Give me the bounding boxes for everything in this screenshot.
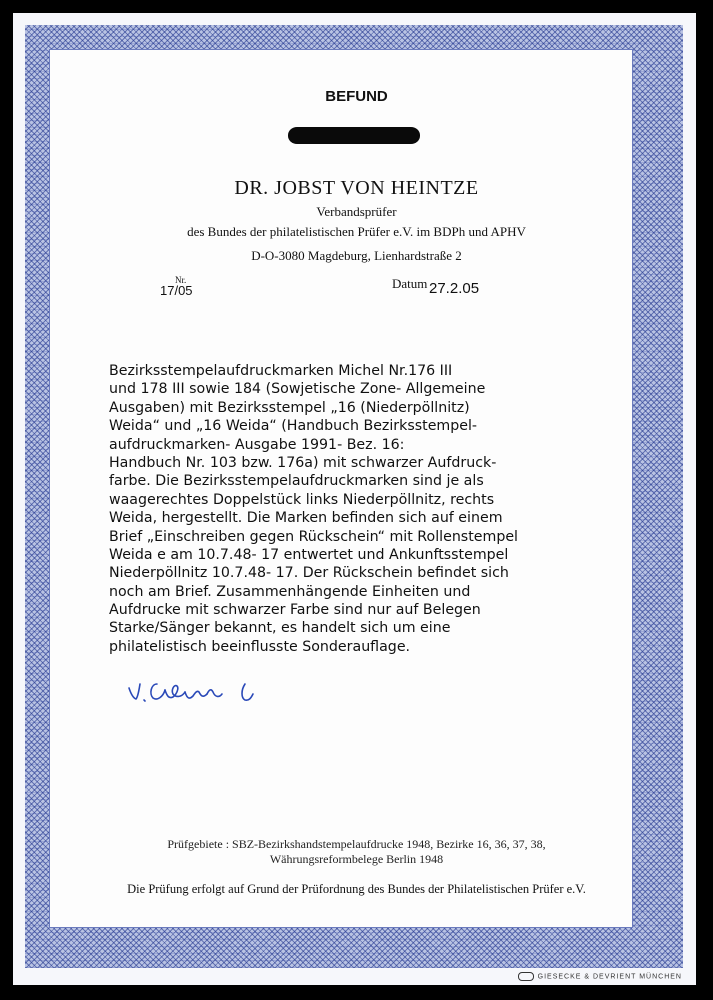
body-line: farbe. Die Bezirksstempelaufdruckmarken sind je als	[109, 473, 484, 490]
body-line: Starke/Sänger bekannt, es handelt sich um eine	[109, 620, 451, 637]
datum-value: 27.2.05	[429, 280, 480, 297]
body-line: Bezirksstempelaufdruckmarken Michel Nr.176 III	[109, 363, 453, 379]
body-line: aufdruckmarken- Ausgabe 1991- Bez. 16:	[109, 436, 405, 453]
body-line: philatelistisch beeinflusste Sonderauflage.	[109, 638, 411, 655]
footer-test-areas: Prüfgebiete : SBZ-Bezirkshandstempelaufdrucke 1948, Bezirke 16, 36, 37, 38,	[167, 837, 546, 851]
printer-brand-text: GIESECKE & DEVRIENT MÜNCHEN	[537, 973, 682, 981]
signature-strokes	[129, 684, 253, 701]
printer-brand	[518, 972, 682, 981]
body-line: Ausgaben) mit Bezirksstempel „16 (Niederpöllnitz)	[109, 399, 470, 416]
examiner-signature	[127, 670, 287, 710]
document-title: BEFUND	[325, 88, 388, 105]
body-line: Weida, hergestellt. Die Marken befinden sich auf einem	[109, 510, 503, 527]
footer-test-areas-cont: Währungsreformbelege Berlin 1948	[269, 852, 444, 866]
datum-label: Datum	[392, 276, 428, 291]
examiner-association: des Bundes der philatelistischen Prüfer e.V. im BDPh und APHV	[187, 224, 526, 239]
body-line: Weida e am 10.7.48- 17 entwertet und Ankunftsstempel	[109, 546, 509, 563]
nr-value: 17/05	[160, 283, 193, 298]
body-line: waagerechtes Doppelstück links Niederpöllnitz, rechts	[109, 491, 495, 508]
nr-label: Nr.	[175, 275, 187, 285]
examiner-name: DR. JOBST VON HEINTZE	[234, 177, 479, 199]
body-line: Weida“ und „16 Weida“ (Handbuch Bezirksstempel-	[109, 418, 478, 435]
body-line: noch am Brief. Zusammenhängende Einheiten und	[109, 583, 471, 600]
body-line: Niederpöllnitz 10.7.48- 17. Der Rückschein befindet sich	[109, 565, 509, 582]
printer-logo-icon	[518, 972, 534, 981]
body-line: und 178 III sowie 184 (Sowjetische Zone- Allgemeine	[109, 381, 486, 398]
certificate-body	[109, 362, 629, 656]
examiner-address: D-O-3080 Magdeburg, Lienhardstraße 2	[251, 248, 462, 263]
redaction-bar	[288, 127, 420, 144]
examiner-role: Verbandsprüfer	[316, 204, 397, 219]
body-line: Brief „Einschreiben gegen Rückschein“ mit Rollenstempel	[109, 528, 518, 545]
body-line: Aufdrucke mit schwarzer Farbe sind nur auf Belegen	[109, 602, 481, 619]
footer-regulation: Die Prüfung erfolgt auf Grund der Prüfordnung des Bundes der Philatelistischen Prüfer e.V.	[127, 882, 586, 896]
body-line: Handbuch Nr. 103 bzw. 176a) mit schwarzer Aufdruck-	[109, 454, 497, 471]
